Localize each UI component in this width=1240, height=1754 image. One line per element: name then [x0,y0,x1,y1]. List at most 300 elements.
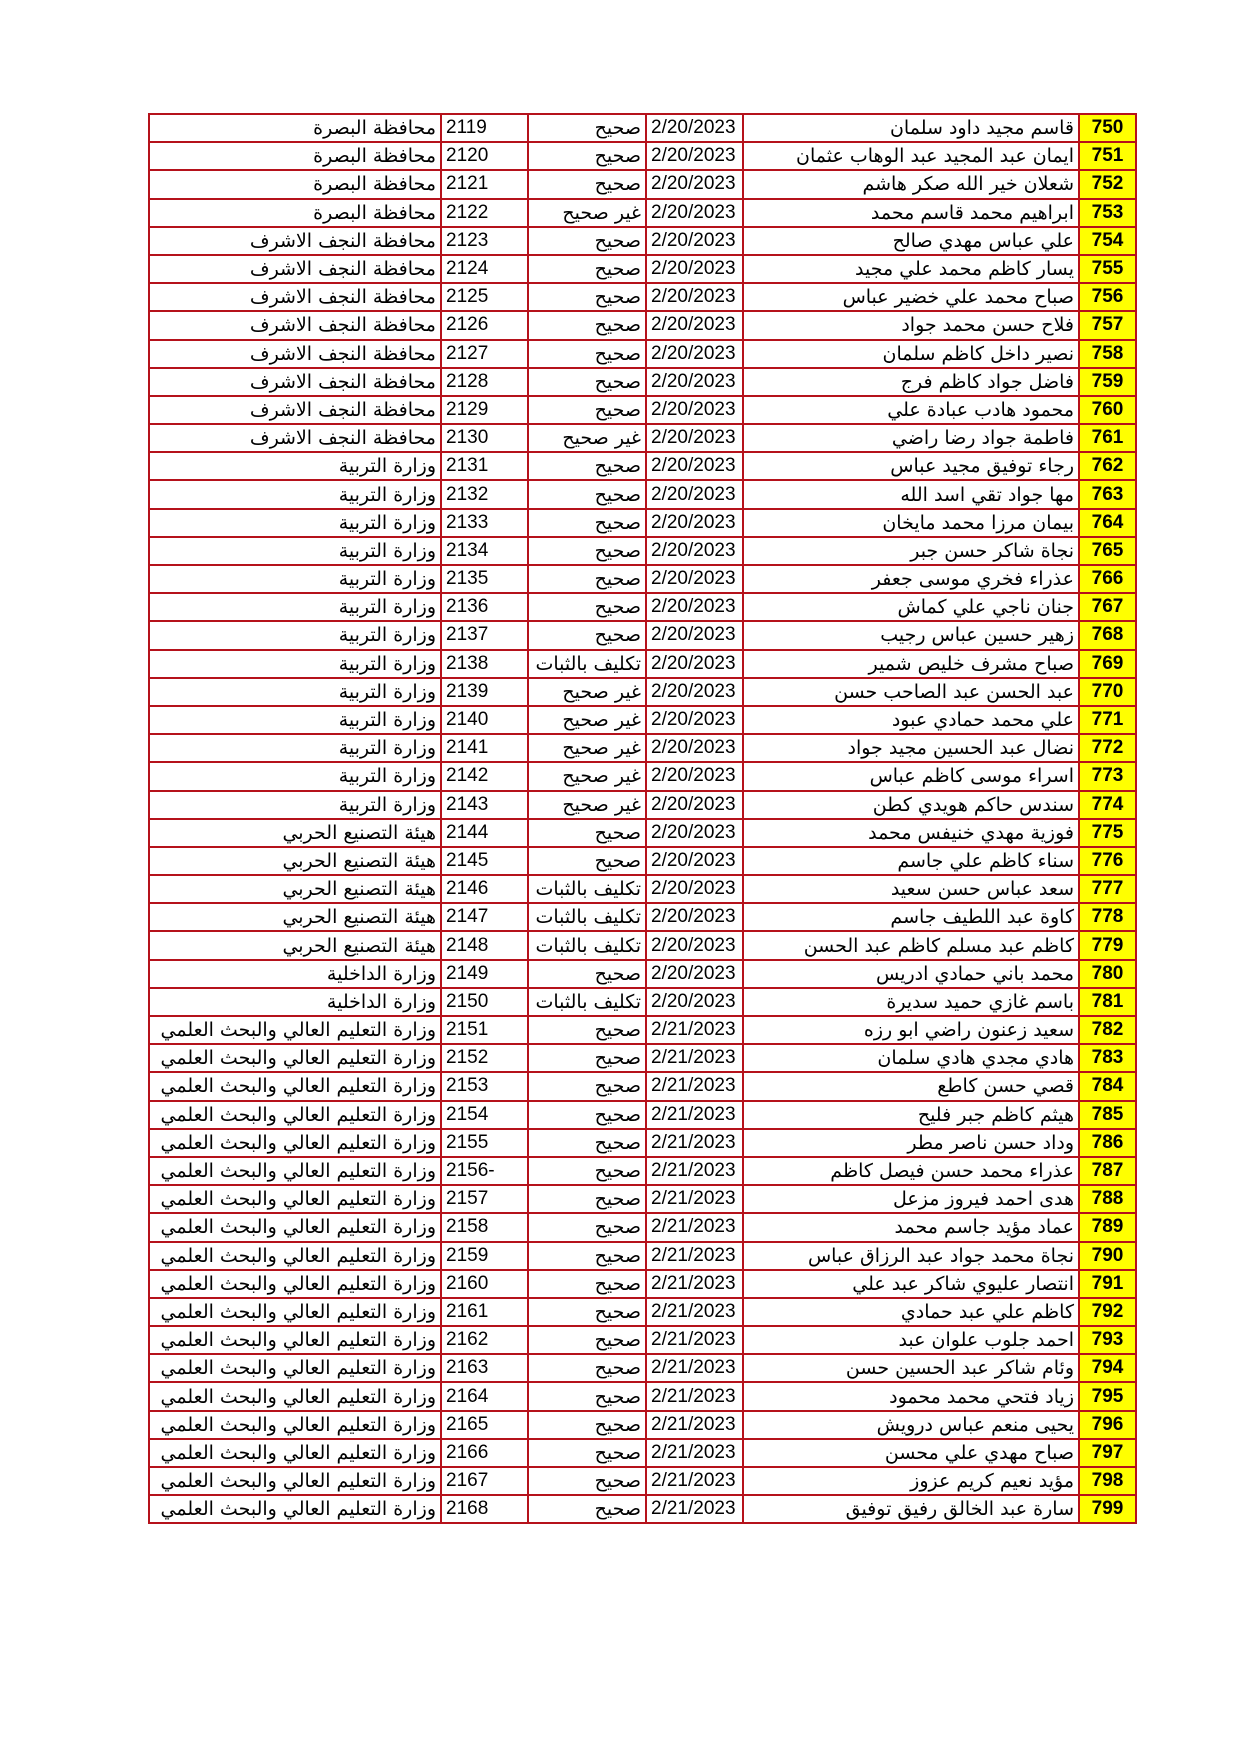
table-row [149,1382,1136,1410]
name-cell: بيمان مرزا محمد مايخان [743,509,1079,537]
number-cell: 2152 [441,1044,528,1072]
number-cell: 2148 [441,931,528,959]
sequence-cell: 771 [1079,706,1136,734]
name-cell: احمد جلوب علوان عبد [743,1326,1079,1354]
number-cell: 2119 [441,114,528,142]
ministry-cell: وزارة التربية [149,650,441,678]
sequence-cell: 757 [1079,311,1136,339]
table-row [149,650,1136,678]
table-row [149,424,1136,452]
name-cell: علي محمد حمادي عبود [743,706,1079,734]
sequence-cell: 770 [1079,678,1136,706]
date-cell: 2/20/2023 [646,340,743,368]
date-cell: 2/21/2023 [646,1213,743,1241]
ministry-cell: محافظة البصرة [149,142,441,170]
status-cell: صحيح [528,452,646,480]
status-cell: صحيح [528,340,646,368]
status-cell: صحيح [528,283,646,311]
status-cell: تكليف بالثبات [528,988,646,1016]
date-cell: 2/20/2023 [646,283,743,311]
sequence-cell: 759 [1079,368,1136,396]
sequence-cell: 784 [1079,1072,1136,1100]
sequence-cell: 758 [1079,340,1136,368]
status-cell: غير صحيح [528,762,646,790]
number-cell: 2145 [441,847,528,875]
sequence-cell: 754 [1079,227,1136,255]
name-cell: سعد عباس حسن سعيد [743,875,1079,903]
table-row [149,1044,1136,1072]
ministry-cell: محافظة النجف الاشرف [149,255,441,283]
name-cell: صباح مهدي علي محسن [743,1439,1079,1467]
sequence-cell: 765 [1079,537,1136,565]
sequence-cell: 788 [1079,1185,1136,1213]
status-cell: صحيح [528,170,646,198]
sequence-cell: 755 [1079,255,1136,283]
sequence-cell: 791 [1079,1270,1136,1298]
status-cell: صحيح [528,1242,646,1270]
status-cell: تكليف بالثبات [528,650,646,678]
name-cell: صباح محمد علي خضير عباس [743,283,1079,311]
number-cell: 2151 [441,1016,528,1044]
date-cell: 2/21/2023 [646,1298,743,1326]
name-cell: يحيى منعم عباس درويش [743,1411,1079,1439]
sequence-cell: 799 [1079,1495,1136,1523]
ministry-cell: وزارة التربية [149,706,441,734]
ministry-cell: محافظة النجف الاشرف [149,227,441,255]
name-cell: نضال عبد الحسين مجيد جواد [743,734,1079,762]
name-cell: مها جواد تقي اسد الله [743,480,1079,508]
date-cell: 2/20/2023 [646,960,743,988]
records-table [148,113,1137,1524]
status-cell: صحيح [528,255,646,283]
sequence-cell: 789 [1079,1213,1136,1241]
name-cell: سارة عبد الخالق رفيق توفيق [743,1495,1079,1523]
ministry-cell: هيئة التصنيع الحربي [149,875,441,903]
name-cell: عذراء فخري موسى جعفر [743,565,1079,593]
sequence-cell: 774 [1079,791,1136,819]
date-cell: 2/21/2023 [646,1411,743,1439]
status-cell: صحيح [528,960,646,988]
name-cell: كاوة عبد اللطيف جاسم [743,903,1079,931]
number-cell: 2155 [441,1129,528,1157]
number-cell: 2163 [441,1354,528,1382]
name-cell: سناء كاظم علي جاسم [743,847,1079,875]
ministry-cell: وزارة التعليم العالي والبحث العلمي [149,1495,441,1523]
date-cell: 2/20/2023 [646,819,743,847]
ministry-cell: وزارة التعليم العالي والبحث العلمي [149,1467,441,1495]
number-cell: 2137 [441,621,528,649]
name-cell: عذراء محمد حسن فيصل كاظم [743,1157,1079,1185]
sequence-cell: 756 [1079,283,1136,311]
name-cell: علي عباس مهدي صالح [743,227,1079,255]
table-row [149,1298,1136,1326]
date-cell: 2/20/2023 [646,706,743,734]
number-cell: 2130 [441,424,528,452]
number-cell: 2124 [441,255,528,283]
ministry-cell: محافظة النجف الاشرف [149,340,441,368]
ministry-cell: وزارة التعليم العالي والبحث العلمي [149,1157,441,1185]
status-cell: صحيح [528,1101,646,1129]
name-cell: محمد باني حمادي ادريس [743,960,1079,988]
number-cell: 2164 [441,1382,528,1410]
status-cell: غير صحيح [528,791,646,819]
status-cell: غير صحيح [528,199,646,227]
date-cell: 2/21/2023 [646,1016,743,1044]
status-cell: صحيح [528,1270,646,1298]
name-cell: فاضل جواد كاظم فرج [743,368,1079,396]
table-row [149,509,1136,537]
sequence-cell: 797 [1079,1439,1136,1467]
sequence-cell: 752 [1079,170,1136,198]
date-cell: 2/20/2023 [646,650,743,678]
status-cell: صحيح [528,1382,646,1410]
number-cell: 2159 [441,1242,528,1270]
table-row [149,875,1136,903]
sequence-cell: 775 [1079,819,1136,847]
table-row [149,452,1136,480]
name-cell: باسم غازي حميد سديرة [743,988,1079,1016]
name-cell: فلاح حسن محمد جواد [743,311,1079,339]
sequence-cell: 772 [1079,734,1136,762]
ministry-cell: هيئة التصنيع الحربي [149,819,441,847]
status-cell: غير صحيح [528,706,646,734]
number-cell: 2157 [441,1185,528,1213]
ministry-cell: وزارة التعليم العالي والبحث العلمي [149,1044,441,1072]
date-cell: 2/21/2023 [646,1495,743,1523]
date-cell: 2/21/2023 [646,1354,743,1382]
ministry-cell: محافظة البصرة [149,199,441,227]
number-cell: 2125 [441,283,528,311]
ministry-cell: وزارة التربية [149,452,441,480]
sequence-cell: 766 [1079,565,1136,593]
status-cell: صحيح [528,142,646,170]
number-cell: 2136 [441,593,528,621]
ministry-cell: وزارة التربية [149,593,441,621]
ministry-cell: محافظة البصرة [149,170,441,198]
number-cell: 2129 [441,396,528,424]
sequence-cell: 760 [1079,396,1136,424]
name-cell: نجاة محمد جواد عبد الرزاق عباس [743,1242,1079,1270]
sequence-cell: 762 [1079,452,1136,480]
number-cell: 2141 [441,734,528,762]
name-cell: انتصار عليوي شاكر عبد علي [743,1270,1079,1298]
ministry-cell: وزارة التعليم العالي والبحث العلمي [149,1439,441,1467]
table-row [149,1326,1136,1354]
number-cell: 2158 [441,1213,528,1241]
number-cell: 2160 [441,1270,528,1298]
date-cell: 2/20/2023 [646,170,743,198]
status-cell: صحيح [528,396,646,424]
name-cell: ايمان عبد المجيد عبد الوهاب عثمان [743,142,1079,170]
status-cell: صحيح [528,480,646,508]
date-cell: 2/20/2023 [646,452,743,480]
date-cell: 2/20/2023 [646,621,743,649]
sequence-cell: 786 [1079,1129,1136,1157]
date-cell: 2/20/2023 [646,903,743,931]
sequence-cell: 793 [1079,1326,1136,1354]
name-cell: فوزية مهدي خنيفس محمد [743,819,1079,847]
status-cell: تكليف بالثبات [528,931,646,959]
number-cell: 2165 [441,1411,528,1439]
sequence-cell: 794 [1079,1354,1136,1382]
sequence-cell: 753 [1079,199,1136,227]
date-cell: 2/20/2023 [646,368,743,396]
date-cell: 2/21/2023 [646,1129,743,1157]
ministry-cell: هيئة التصنيع الحربي [149,847,441,875]
sequence-cell: 792 [1079,1298,1136,1326]
number-cell: 2143 [441,791,528,819]
number-cell: 2161 [441,1298,528,1326]
status-cell: صحيح [528,1016,646,1044]
status-cell: تكليف بالثبات [528,875,646,903]
status-cell: صحيح [528,819,646,847]
status-cell: صحيح [528,847,646,875]
date-cell: 2/20/2023 [646,311,743,339]
status-cell: صحيح [528,1185,646,1213]
name-cell: شعلان خير الله صكر هاشم [743,170,1079,198]
table-row [149,988,1136,1016]
name-cell: كاظم علي عبد حمادي [743,1298,1079,1326]
name-cell: سندس حاكم هويدي كطن [743,791,1079,819]
ministry-cell: وزارة التعليم العالي والبحث العلمي [149,1354,441,1382]
date-cell: 2/21/2023 [646,1467,743,1495]
sequence-cell: 787 [1079,1157,1136,1185]
name-cell: رجاء توفيق مجيد عباس [743,452,1079,480]
ministry-cell: وزارة التعليم العالي والبحث العلمي [149,1382,441,1410]
date-cell: 2/20/2023 [646,678,743,706]
date-cell: 2/21/2023 [646,1326,743,1354]
name-cell: وئام شاكر عبد الحسين حسن [743,1354,1079,1382]
table-row [149,1016,1136,1044]
name-cell: قاسم مجيد داود سلمان [743,114,1079,142]
name-cell: مؤيد نعيم كريم عزوز [743,1467,1079,1495]
name-cell: فاطمة جواد رضا راضي [743,424,1079,452]
table-row [149,340,1136,368]
table-row [149,1101,1136,1129]
ministry-cell: وزارة التربية [149,480,441,508]
status-cell: صحيح [528,368,646,396]
table-row [149,960,1136,988]
number-cell: 2132 [441,480,528,508]
name-cell: اسراء موسى كاظم عباس [743,762,1079,790]
number-cell: 2146 [441,875,528,903]
status-cell: صحيح [528,114,646,142]
ministry-cell: وزارة التربية [149,565,441,593]
ministry-cell: محافظة النجف الاشرف [149,311,441,339]
status-cell: صحيح [528,1298,646,1326]
date-cell: 2/20/2023 [646,114,743,142]
name-cell: صباح مشرف خليص شمير [743,650,1079,678]
table-row [149,734,1136,762]
ministry-cell: وزارة التعليم العالي والبحث العلمي [149,1016,441,1044]
ministry-cell: وزارة التربية [149,621,441,649]
date-cell: 2/20/2023 [646,988,743,1016]
sequence-cell: 773 [1079,762,1136,790]
status-cell: صحيح [528,1439,646,1467]
date-cell: 2/20/2023 [646,593,743,621]
ministry-cell: وزارة التربية [149,537,441,565]
sequence-cell: 767 [1079,593,1136,621]
number-cell: 2140 [441,706,528,734]
ministry-cell: هيئة التصنيع الحربي [149,903,441,931]
date-cell: 2/20/2023 [646,480,743,508]
ministry-cell: وزارة التربية [149,734,441,762]
number-cell: 2150 [441,988,528,1016]
status-cell: صحيح [528,1157,646,1185]
number-cell: 2127 [441,340,528,368]
sequence-cell: 779 [1079,931,1136,959]
date-cell: 2/20/2023 [646,734,743,762]
table-row [149,255,1136,283]
table-row [149,819,1136,847]
number-cell: 2134 [441,537,528,565]
table-row [149,1072,1136,1100]
ministry-cell: وزارة الداخلية [149,960,441,988]
table-row [149,678,1136,706]
date-cell: 2/21/2023 [646,1382,743,1410]
number-cell: 2128 [441,368,528,396]
ministry-cell: وزارة التربية [149,791,441,819]
sequence-cell: 750 [1079,114,1136,142]
table-row [149,1185,1136,1213]
ministry-cell: وزارة الداخلية [149,988,441,1016]
ministry-cell: محافظة النجف الاشرف [149,396,441,424]
sequence-cell: 751 [1079,142,1136,170]
date-cell: 2/20/2023 [646,227,743,255]
number-cell: 2121 [441,170,528,198]
table-row [149,621,1136,649]
date-cell: 2/20/2023 [646,424,743,452]
name-cell: نجاة شاكر حسن جبر [743,537,1079,565]
table-row [149,283,1136,311]
number-cell: 2135 [441,565,528,593]
status-cell: صحيح [528,227,646,255]
ministry-cell: وزارة التعليم العالي والبحث العلمي [149,1298,441,1326]
sequence-cell: 764 [1079,509,1136,537]
number-cell: 2147 [441,903,528,931]
number-cell: 2133 [441,509,528,537]
name-cell: يسار كاظم محمد علي مجيد [743,255,1079,283]
date-cell: 2/20/2023 [646,396,743,424]
sequence-cell: 795 [1079,1382,1136,1410]
table-row [149,480,1136,508]
table-row [149,903,1136,931]
name-cell: هادي مجدي هادي سلمان [743,1044,1079,1072]
table-row [149,931,1136,959]
number-cell: 2122 [441,199,528,227]
table-row [149,847,1136,875]
sequence-cell: 769 [1079,650,1136,678]
name-cell: محمود هادب عبادة علي [743,396,1079,424]
status-cell: صحيح [528,593,646,621]
sequence-cell: 790 [1079,1242,1136,1270]
status-cell: صحيح [528,621,646,649]
table-row [149,170,1136,198]
ministry-cell: وزارة التعليم العالي والبحث العلمي [149,1185,441,1213]
sequence-cell: 776 [1079,847,1136,875]
table-row [149,1354,1136,1382]
table-row [149,1495,1136,1523]
table-row [149,227,1136,255]
table-row [149,706,1136,734]
name-cell: نصير داخل كاظم سلمان [743,340,1079,368]
date-cell: 2/20/2023 [646,875,743,903]
number-cell: 2120 [441,142,528,170]
name-cell: هدى احمد فيروز مزعل [743,1185,1079,1213]
sequence-cell: 798 [1079,1467,1136,1495]
date-cell: 2/21/2023 [646,1157,743,1185]
table-row [149,1411,1136,1439]
number-cell: 2168 [441,1495,528,1523]
status-cell: غير صحيح [528,678,646,706]
name-cell: زياد فتحي محمد محمود [743,1382,1079,1410]
date-cell: 2/20/2023 [646,537,743,565]
status-cell: تكليف بالثبات [528,903,646,931]
table-row [149,593,1136,621]
table-row [149,1213,1136,1241]
table-row [149,199,1136,227]
name-cell: ابراهيم محمد قاسم محمد [743,199,1079,227]
table-row [149,1157,1136,1185]
name-cell: هيثم كاظم جبر فليح [743,1101,1079,1129]
number-cell: 2162 [441,1326,528,1354]
ministry-cell: وزارة التعليم العالي والبحث العلمي [149,1242,441,1270]
status-cell: صحيح [528,509,646,537]
status-cell: صحيح [528,1213,646,1241]
table-row [149,1439,1136,1467]
sequence-cell: 778 [1079,903,1136,931]
table-row [149,1467,1136,1495]
table-row [149,1242,1136,1270]
sequence-cell: 782 [1079,1016,1136,1044]
name-cell: قصي حسن كاطع [743,1072,1079,1100]
sequence-cell: 796 [1079,1411,1136,1439]
status-cell: صحيح [528,1129,646,1157]
name-cell: سعيد زعنون راضي ابو رزه [743,1016,1079,1044]
ministry-cell: وزارة التعليم العالي والبحث العلمي [149,1213,441,1241]
date-cell: 2/20/2023 [646,509,743,537]
date-cell: 2/21/2023 [646,1270,743,1298]
date-cell: 2/20/2023 [646,255,743,283]
date-cell: 2/21/2023 [646,1439,743,1467]
date-cell: 2/21/2023 [646,1185,743,1213]
ministry-cell: وزارة التعليم العالي والبحث العلمي [149,1411,441,1439]
ministry-cell: وزارة التعليم العالي والبحث العلمي [149,1270,441,1298]
table-row [149,142,1136,170]
records-table-body [149,114,1136,1523]
status-cell: صحيح [528,1354,646,1382]
number-cell: 2142 [441,762,528,790]
table-row [149,1270,1136,1298]
date-cell: 2/21/2023 [646,1242,743,1270]
number-cell: 2154 [441,1101,528,1129]
number-cell: 2156- [441,1157,528,1185]
number-cell: 2144 [441,819,528,847]
table-row [149,368,1136,396]
number-cell: 2149 [441,960,528,988]
sequence-cell: 761 [1079,424,1136,452]
ministry-cell: وزارة التعليم العالي والبحث العلمي [149,1326,441,1354]
ministry-cell: هيئة التصنيع الحربي [149,931,441,959]
date-cell: 2/20/2023 [646,199,743,227]
status-cell: غير صحيح [528,734,646,762]
ministry-cell: وزارة التربية [149,762,441,790]
number-cell: 2139 [441,678,528,706]
status-cell: صحيح [528,1326,646,1354]
status-cell: صحيح [528,1044,646,1072]
status-cell: صحيح [528,1467,646,1495]
date-cell: 2/21/2023 [646,1072,743,1100]
